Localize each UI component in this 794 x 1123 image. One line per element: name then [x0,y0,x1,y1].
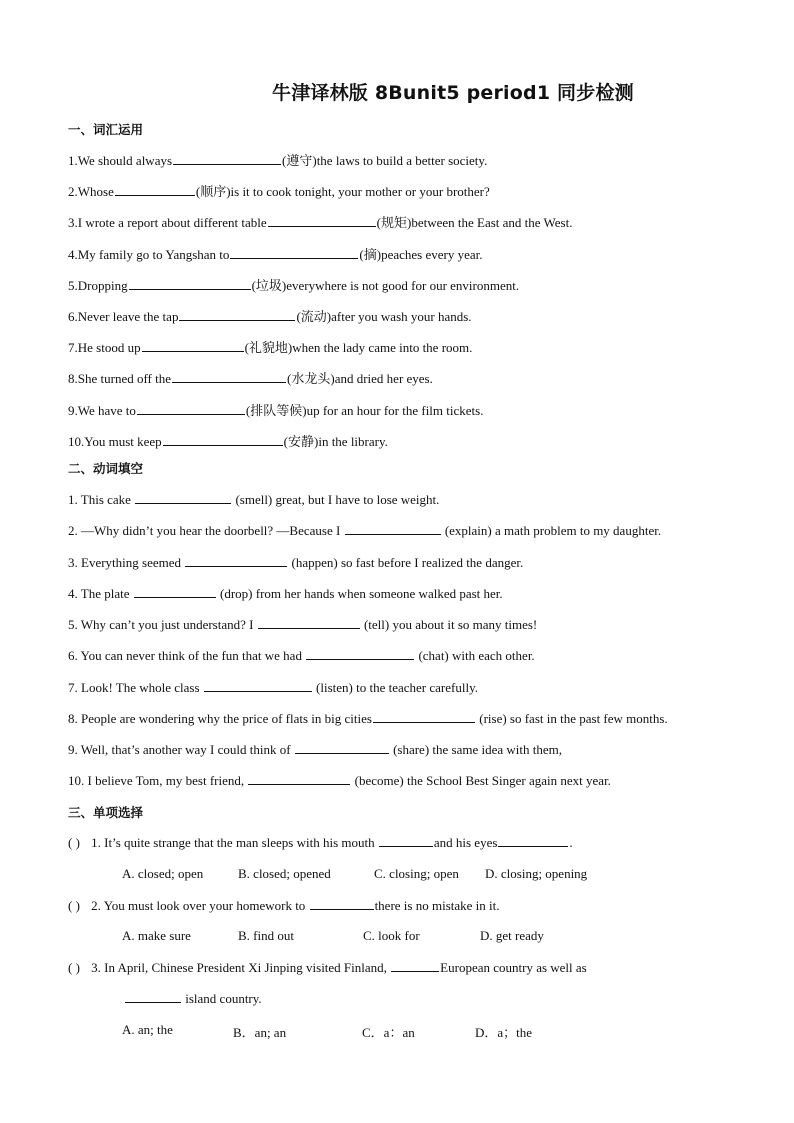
vocab-item-3 [68,214,572,231]
verb-item-10 [68,772,611,789]
vocab-item-9 [68,402,483,419]
question-text: . [569,835,573,850]
answer-blank[interactable] [173,152,281,165]
vocab-item-2 [68,183,490,200]
question-hint: (水龙头)and dried her eyes. [287,371,433,386]
question-hint: (摘)peaches every year. [359,247,483,262]
question-text: 2. —Why didn’t you hear the doorbell? —Because I [68,523,341,538]
answer-blank[interactable] [115,183,195,196]
mc-option-1a[interactable]: A. closed; open [122,866,204,881]
question-text: and his eyes [433,835,498,850]
answer-blank[interactable] [142,339,244,352]
mc-question-2 [68,897,499,914]
question-text: 4. The plate [68,586,130,601]
question-hint: (排队等候)up for an hour for the film tickets. [245,403,484,418]
question-text: 4.My family go to Yangshan to [68,247,230,262]
question-hint: (drop) from her hands when someone walked past her. [220,586,503,601]
question-text: 3.I wrote a report about different table [68,215,267,230]
answer-blank[interactable] [163,433,283,446]
answer-bracket[interactable]: ( ) [68,898,80,913]
question-text: 5. Why can’t you just understand? I [68,617,254,632]
question-text: 8. People are wondering why the price of flats in big cities [68,711,372,726]
verb-item-9 [68,741,562,758]
answer-blank[interactable] [310,897,374,910]
question-text: 6. You can never think of the fun that we had [68,648,302,663]
verb-item-7 [68,679,478,696]
vocab-item-5 [68,277,519,294]
question-text: 2.Whose [68,184,114,199]
answer-blank[interactable] [306,647,414,660]
question-hint: (listen) to the teacher carefully. [316,680,478,695]
question-text: 3. Everything seemed [68,555,181,570]
question-hint: (规矩)between the East and the West. [376,215,573,230]
question-hint: (rise) so fast in the past few months. [479,711,668,726]
mc-option-1b[interactable]: B. closed; opened [238,866,331,881]
answer-blank[interactable] [345,522,441,535]
answer-blank[interactable] [295,741,389,754]
mc-option-2a[interactable]: A. make sure [122,928,191,943]
verb-item-1 [68,491,439,508]
question-text: 8.She turned off the [68,371,172,386]
answer-blank[interactable] [135,491,231,504]
answer-blank[interactable] [391,959,439,972]
question-hint: (share) the same idea with them, [393,742,562,757]
question-text: 7.He stood up [68,340,141,355]
verb-item-2 [68,522,661,539]
vocab-item-7 [68,339,472,356]
mc-option-2b[interactable]: B. find out [238,928,294,943]
question-text: 1. It’s quite strange that the man sleeps with his mouth [91,835,375,850]
question-text: 1. This cake [68,492,131,507]
answer-blank[interactable] [379,834,433,847]
question-hint: (tell) you about it so many times! [363,617,538,632]
question-text: 5.Dropping [68,278,128,293]
answer-blank[interactable] [179,308,295,321]
question-hint: (礼貌地)when the lady came into the room. [244,340,473,355]
question-text: 10. I believe Tom, my best friend, [68,773,245,788]
question-text: 9. Well, that’s another way I could think of [68,742,291,757]
verb-item-3 [68,554,523,571]
answer-blank[interactable] [129,277,251,290]
question-hint: (explain) a math problem to my daughter. [444,523,662,538]
mc-question-3 [68,959,587,976]
question-hint: (顺序)is it to cook tonight, your mother or your brother? [195,184,490,199]
question-hint: (流动)after you wash your hands. [296,309,472,324]
mc-option-1d[interactable]: D. closing; opening [485,866,588,881]
question-hint: (happen) so fast before I realized the danger. [291,555,524,570]
answer-blank[interactable] [125,990,181,1003]
verb-item-6 [68,647,535,664]
answer-blank[interactable] [498,834,568,847]
mc-option-1c[interactable]: C. closing; open [374,866,459,881]
mc-option-3d[interactable]: D．a；the [475,1025,533,1040]
question-hint: (遵守)the laws to build a better society. [282,153,488,168]
section-heading-vocabulary: 一、词汇运用 [68,122,144,137]
question-hint: (chat) with each other. [418,648,535,663]
question-hint: (smell) great, but I have to lose weight. [235,492,440,507]
question-text: 7. Look! The whole class [68,680,200,695]
vocab-item-6 [68,308,472,325]
answer-blank[interactable] [230,246,358,259]
answer-blank[interactable] [185,554,287,567]
answer-blank[interactable] [373,710,475,723]
mc-option-3c[interactable]: C．a：an [362,1025,415,1040]
page-title: 牛津译林版 8Bunit5 period1 同步检测 [272,82,634,104]
vocab-item-1 [68,152,487,169]
question-hint: (垃圾)everywhere is not good for our environment. [251,278,520,293]
mc-option-2d[interactable]: D. get ready [480,928,544,943]
answer-blank[interactable] [258,616,360,629]
vocab-item-8 [68,370,433,387]
answer-blank[interactable] [248,772,350,785]
question-text: 2. You must look over your homework to [91,898,306,913]
question-text: 3. In April, Chinese President Xi Jinping visited Finland, [91,960,387,975]
answer-blank[interactable] [134,585,216,598]
answer-blank[interactable] [268,214,376,227]
question-text: 10.You must keep [68,434,162,449]
mc-option-2c[interactable]: C. look for [363,928,420,943]
verb-item-8 [68,710,668,727]
mc-option-3b[interactable]: B．an; an [233,1025,287,1040]
vocab-item-10 [68,433,388,450]
mc-question-1 [68,834,573,851]
question-text: 6.Never leave the tap [68,309,179,324]
question-text: there is no mistake in it. [374,898,500,913]
answer-blank[interactable] [137,402,245,415]
question-text: 9.We have to [68,403,136,418]
question-text: island country. [185,991,262,1006]
answer-bracket[interactable]: ( ) [68,960,80,975]
question-text: 1.We should always [68,153,173,168]
verb-item-5 [68,616,537,633]
verb-item-4 [68,585,503,602]
section-heading-multiple-choice: 三、单项选择 [68,805,144,820]
mc-question-3-cont [124,990,262,1007]
answer-bracket[interactable]: ( ) [68,835,80,850]
answer-blank[interactable] [204,679,312,692]
question-text: European country as well as [440,960,587,975]
vocab-item-4 [68,246,483,263]
question-hint: (become) the School Best Singer again next year. [354,773,611,788]
answer-blank[interactable] [172,370,286,383]
mc-option-3a[interactable]: A. an; the [122,1022,173,1037]
question-hint: (安静)in the library. [283,434,388,449]
section-heading-verbs: 二、动词填空 [68,461,144,476]
